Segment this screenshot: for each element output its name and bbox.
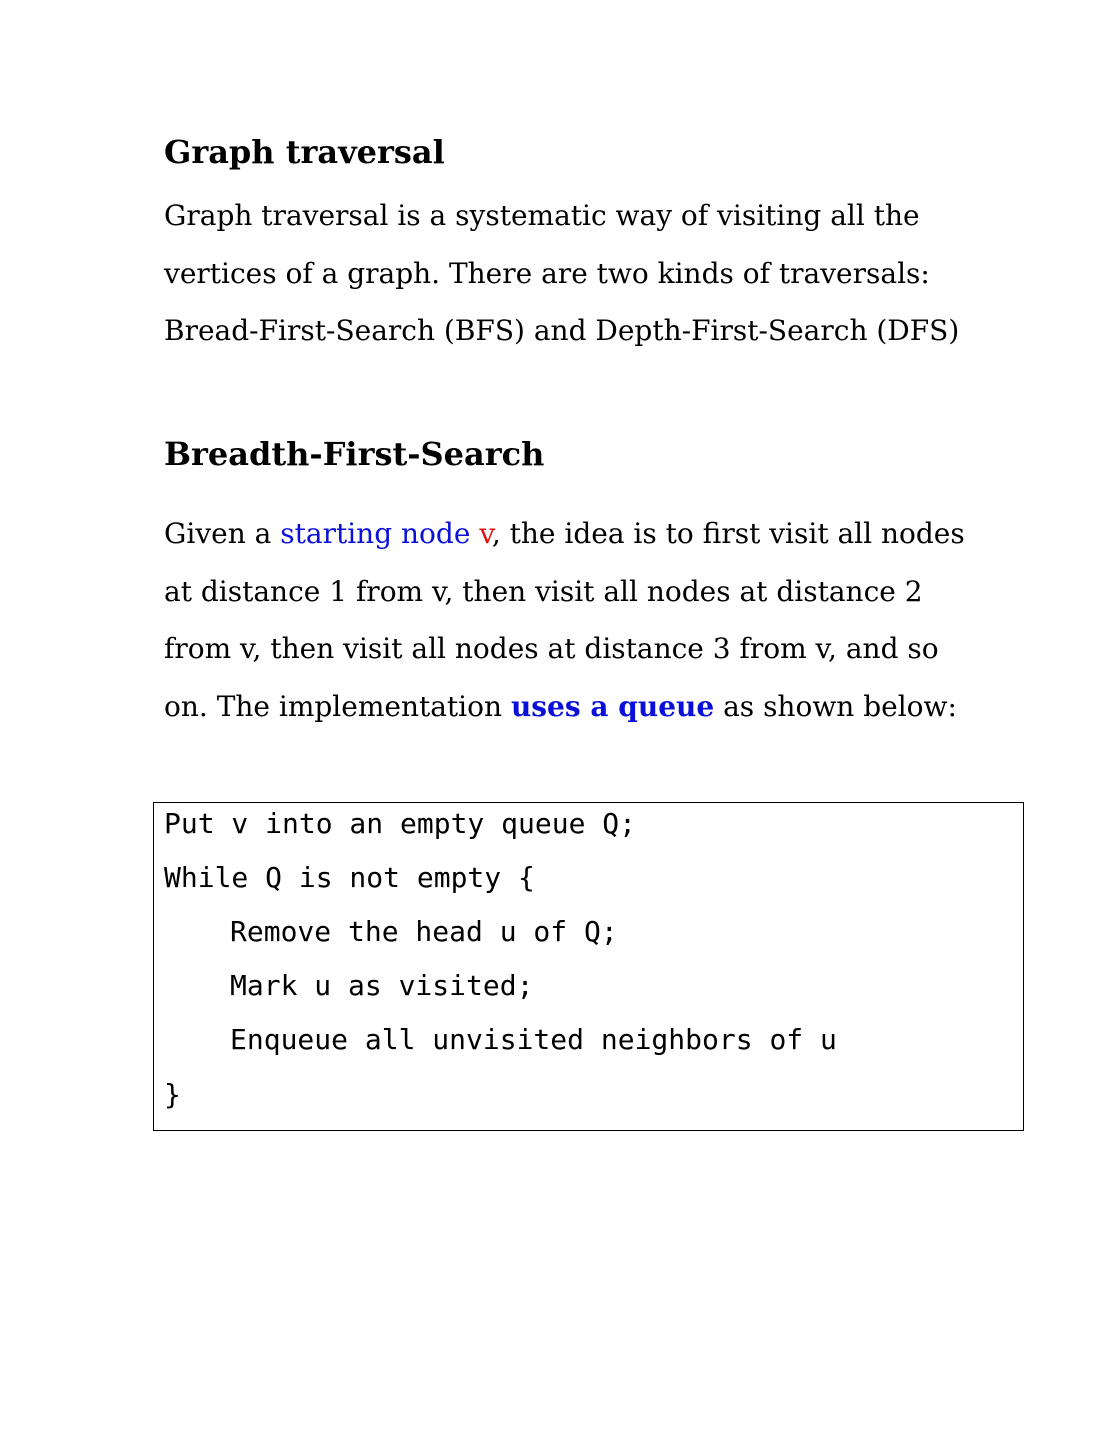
code-line: Mark u as visited;	[230, 969, 534, 1002]
bfs-pseudocode-box	[153, 802, 1024, 1131]
paragraph-line: Graph traversal is a systematic way of visiting all the	[164, 199, 920, 232]
paragraph-line	[164, 678, 965, 736]
code-line: Put v into an empty queue Q;	[164, 807, 637, 840]
paragraph-line: at distance 1 from v, then visit all nodes at distance 2	[164, 574, 923, 608]
bfs-heading: Breadth-First-Search	[164, 435, 545, 473]
paragraph-line: vertices of a graph. There are two kinds of traversals:	[164, 256, 930, 290]
paragraph-line	[164, 505, 965, 563]
code-line: While Q is not empty {	[164, 861, 535, 894]
text-run: Given a	[164, 517, 281, 550]
paragraph-line: Bread-First-Search (BFS) and Depth-First-Search (DFS)	[164, 314, 960, 347]
text-run: as shown below:	[714, 689, 957, 723]
graph-traversal-heading: Graph traversal	[164, 133, 445, 171]
code-line: Remove the head u of Q;	[230, 915, 618, 948]
starting-node-highlight: starting node	[280, 517, 471, 550]
text-run	[470, 517, 479, 550]
paragraph-line: from v, then visit all nodes at distance 3 from v, and so	[164, 632, 939, 665]
bfs-paragraph	[164, 505, 965, 735]
text-run: , the idea is to first visit all nodes	[491, 517, 965, 550]
text-run: on. The implementation	[164, 689, 511, 723]
uses-a-queue-emphasis: uses a queue	[510, 689, 715, 723]
code-line: Enqueue all unvisited neighbors of u	[230, 1023, 837, 1056]
code-line: }	[164, 1078, 181, 1111]
graph-traversal-paragraph	[164, 187, 959, 360]
node-v-highlight: v	[479, 517, 492, 550]
